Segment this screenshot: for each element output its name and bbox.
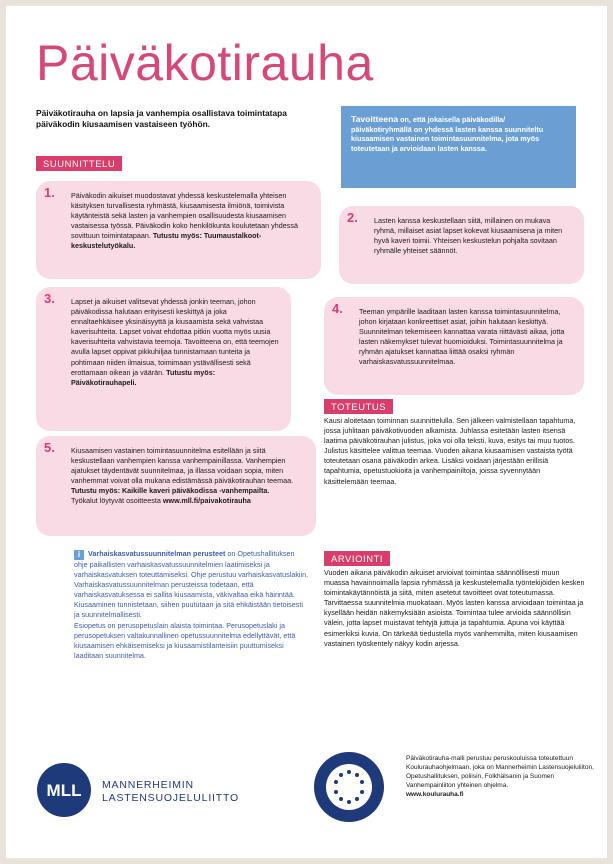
info-icon: i — [74, 550, 84, 560]
info-heading: Varhaiskasvatussuunnitelman perusteet — [88, 549, 226, 558]
page-title: Päiväkotirauha — [36, 35, 374, 91]
footnote-link[interactable]: www.koulurauha.fi — [406, 791, 464, 798]
info-block — [74, 549, 309, 661]
goal-lead: Tavoitteena — [351, 114, 399, 124]
step-text: Teeman ympärille laaditaan lasten kanssa toimintasuunnitelma, johon kirjataan konkreettiset asiat, joihin halutaan keskittyä. Suunnitelman tekemiseen kannattaa varata riittävästi aikaa, jotta lasten näkemykset tulevat huomioiduksi. Toimintasuunnitelma ja ryhmän ajatukset kannattaa liittää osaksi ryhmän varhaiskasvatussuunnitelmaa. — [359, 307, 565, 367]
step-number: 1. — [44, 185, 55, 200]
section-label-evaluation: ARVIOINTI — [324, 551, 390, 566]
footnote-text: Päiväkotirauha-malli perustuu peruskouluissa toteutettuun Koulurauhaohjelmaan, joka on Mannerheimin Lastensuojeluliiton, Opetushallituksen, poliisin, Folkhälsanin ja Suomen Vanhempainliiton yhteinen ohjelma. — [406, 755, 594, 789]
step-number: 5. — [44, 440, 55, 455]
poster-page — [6, 6, 607, 858]
section-label-implementation: TOTEUTUS — [324, 399, 393, 414]
section-label-planning: SUUNNITTELU — [36, 156, 122, 171]
step-card-3 — [36, 287, 291, 431]
info-text-2: Esiopetus on perusopetuslain alaista toimintaa. Perusopetuslaki ja perusopetuksen valtakunnallinen opetussuunnitelma edellyttävät, että kiusaamisen ehkäisemiseksi ja kiusaamistilanteisiin puuttumiseksi laaditaan suunnitelma. — [74, 620, 296, 660]
seal-emblem — [312, 750, 386, 829]
mll-logo-icon — [34, 760, 254, 820]
info-text: on Opetushallituksen ohje paikallisten varhaiskasvatussuunnitelmien laatimiseksi ja varhaiskasvatuksen toteuttamiseksi. Ohje perustuu varhaiskasvatuslakiin. Varhaiskasvatussuunnitelman perusteissa todetaan, että varhaiskasvatuksessa ei sallita kiusaamista, väkivaltaa eikä häirintää. Kiusaaminen tunnistetaan, siihen puututaan ja sitä ehkäistään tietoisesti ja suunnitelmallisesti. — [74, 549, 309, 620]
intro-text: Päiväkotirauha on lapsia ja vanhempia osallistava toimintatapa päiväkodin kiusaamisen vastaiseen työhön. — [36, 108, 287, 129]
step-number: 2. — [347, 210, 358, 225]
goal-box — [341, 106, 576, 188]
seal-icon — [312, 750, 386, 824]
implementation-text: Kausi aloitetaan toiminnan suunnittelulla. Sen jälkeen valmistellaan tapahtuma, jossa juhlitaan päiväkotivuoden alkamista. Juhlassa esitetään lasten itsensä laatima päiväkotirauhan julistus, joka voi olla teksti, kuva, esitys tai muu tuotos. Julistus käsittelee valittua teemaa. Vuoden aikana kiusaamisen vastaista työtä toteutetaan osana päiväkodin arkea. Lisäksi voidaan järjestään erillisiä tapahtumia, opetustuokioita ja vanhempainiltoja, joissa syvennytään käsittelemään teemaa. — [324, 416, 576, 486]
step-text: Lapset ja aikuiset valitsevat yhdessä jonkin teeman, johon päiväkodissa halutaan erityisesti keskittyä ja joka ennaltaehkäisee yksinäisyyttä ja kiusaamista sekä vahvistaa kaverisuhteita. Lapset voivat ehdottaa pitkin vuotta myös uusia kaverisuhteita vahvistavia teemoja. Tavoitteena on, että teemojen avulla lapset oppivat pikkuhiljaa tunnistamaan tunteita ja pohtimaan niiden ilmaisua, toimimaan ystävällisesti sekä erottamaan oikean ja väärän. Tutustu myös: Päiväkotirauhapeli. — [71, 297, 279, 387]
step-card-1 — [36, 181, 321, 279]
evaluation-text: Vuoden aikana päiväkodin aikuiset arvioivat toimintaa säännöllisesti muun muassa havainnoimalla lapsia ryhmässä ja keskustelemalla työntekijöiden kesken toimintakäytännöistä ja siitä, miten asetetut tavoitteet ovat toteutumassa. Tarvittaessa suunnitelmia muokataan. Myös lasten kanssa arvioidaan toimintaa ja kysellään heidän näkemyksiään asioista. Toimintaa tulee arvioida säännöllisin välein, jotta lapset muistavat tehtyjä juttuja ja tapahtumia. Apuna voi käyttää esimerkiksi kuvia. On tärkeää tiedustella myös vanhemmilta, miten kiusaamisen vastainen työskentely näkyy kodin arjessa. — [324, 568, 585, 648]
step-card-4 — [324, 297, 584, 395]
step-text: Päiväkodin aikuiset muodostavat yhdessä keskustelemalla yhteisen käsityksen turvallisesta ryhmästä, kiusaamisesta ilmiönä, toimivista käytänteistä sekä lasten ja vanhempien osallisuudesta kiusaamisen vastaisessa työssä. Päiväkodin koko henkilökunta koulutetaan yhdessä sovittuun toimintatapaan. Tutustu myös: Tuumaustalkoot-keskustelutyökalu. — [71, 191, 298, 251]
step-text: Kiusaamisen vastainen toimintasuunnitelma esitellään ja siitä keskustellaan vanhempien kanssa vanhempainillassa. Vanhempien ajatukset täydentävät suunnitelmaa, ja illassa voidaan sopia, miten vanhemmat voivat olla mukana edistämässä päiväkotirauhan teemaa. Tutustu myös: Kaikille kaveri päiväkodissa -vanhempailta. Työkalut löytyvät osoitteesta www.mll.fi/paivakotirauha — [71, 446, 294, 506]
logo-line-1: MANNERHEIMIN — [102, 779, 194, 791]
step-card-5 — [36, 436, 316, 536]
mll-logo — [34, 760, 254, 825]
footnote — [406, 754, 596, 799]
step-number: 4. — [332, 301, 343, 316]
logo-line-2: LASTENSUOJELULIITTO — [102, 792, 239, 804]
step-number: 3. — [44, 291, 55, 306]
step-card-2 — [339, 206, 584, 284]
logo-mark: MLL — [46, 781, 82, 800]
step-text: Lasten kanssa keskustellaan siitä, millainen on mukava ryhmä, millaiset asiat lapset kokevat kiusaamisena ja miten hyvä kaveri toimii. Yhteisen keskustelun pohjalta sovitaan ryhmälle yhteiset säännöt. — [374, 216, 563, 256]
goal-text: on, että jokaisella päiväkodilla/ päiväkotiryhmällä on yhdessä lasten kanssa suunniteltu kiusaamisen vastainen toimintasuunnitelma, jota myös toteutetaan ja arvioidaan lasten kanssa. — [351, 115, 544, 153]
tools-link[interactable]: www.mll.fi/paivakotirauha — [162, 496, 251, 506]
